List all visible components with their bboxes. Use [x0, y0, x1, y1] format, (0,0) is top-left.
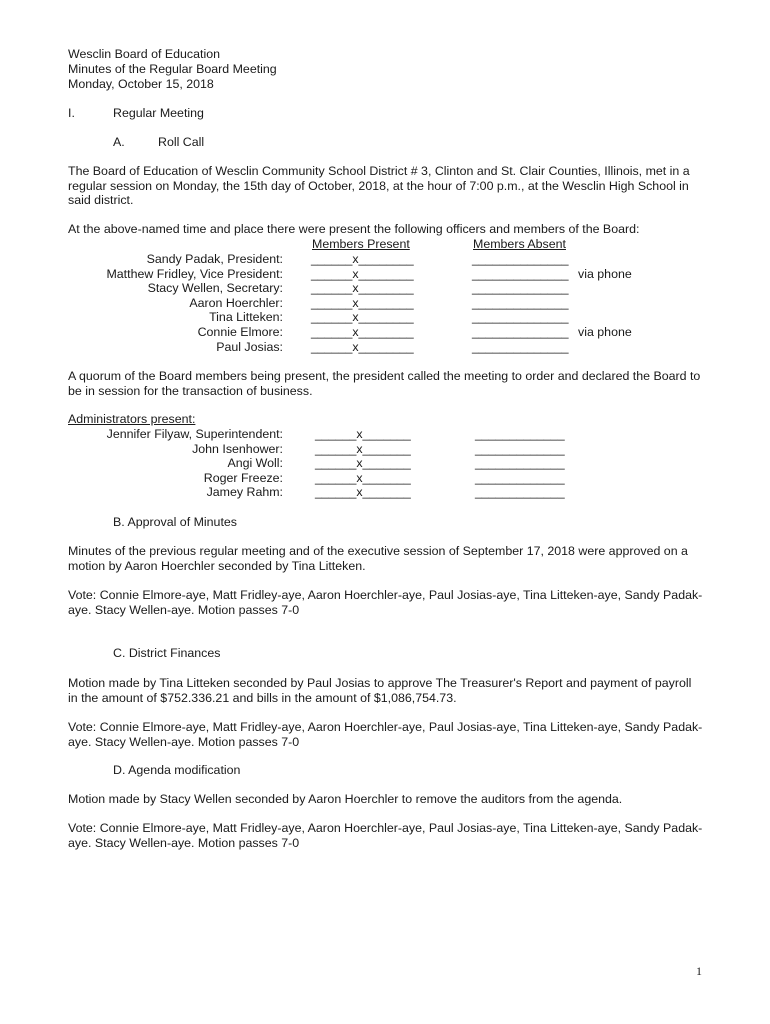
- member-absent-mark: ______________: [472, 266, 569, 281]
- member-present-mark: ______x________: [311, 295, 414, 310]
- section-c-vote: Vote: Connie Elmore-aye, Matt Fridley-aye, Aaron Hoerchler-aye, Paul Josias-aye, Tina Litteken-aye, Sandy Padak-aye. Stacy Wellen-aye. Motion passes 7-0: [68, 720, 703, 749]
- member-absent-mark: ______________: [472, 339, 569, 354]
- member-absent-mark: ______________: [472, 252, 569, 266]
- admin-present-mark: ______x_______: [315, 427, 411, 441]
- member-note: via phone: [578, 266, 632, 281]
- member-name: Sandy Padak, President:: [146, 252, 283, 266]
- section-d-heading: D. Agenda modification: [113, 763, 241, 777]
- member-absent-mark: ______________: [472, 281, 569, 296]
- meeting-date: Monday, October 15, 2018: [68, 77, 214, 91]
- member-present-mark: ______x________: [311, 310, 414, 325]
- admin-name: Jamey Rahm:: [206, 485, 283, 500]
- members-present-header: Members Present: [312, 237, 410, 251]
- section-d-vote: Vote: Connie Elmore-aye, Matt Fridley-aye, Aaron Hoerchler-aye, Paul Josias-aye, Tina Litteken-aye, Sandy Padak-aye. Stacy Wellen-aye. Motion passes 7-0: [68, 821, 703, 850]
- admin-name: John Isenhower:: [192, 441, 283, 456]
- member-name: Paul Josias:: [216, 339, 283, 354]
- member-name: Stacy Wellen, Secretary:: [147, 281, 283, 296]
- org-name: Wesclin Board of Education: [68, 47, 220, 61]
- admin-name: Angi Woll:: [227, 456, 283, 471]
- subsection-letter: A.: [113, 135, 125, 149]
- member-absent-mark: ______________: [472, 295, 569, 310]
- admin-absent-mark: _____________: [475, 441, 565, 456]
- admin-absent-mark: _____________: [475, 427, 565, 441]
- member-name: Aaron Hoerchler:: [189, 295, 283, 310]
- members-absent-header: Members Absent: [473, 237, 566, 251]
- admin-present-mark: ______x_______: [315, 485, 411, 500]
- member-present-mark: ______x________: [311, 252, 414, 266]
- admin-name: Roger Freeze:: [203, 470, 283, 485]
- section-b-vote: Vote: Connie Elmore-aye, Matt Fridley-aye, Aaron Hoerchler-aye, Paul Josias-aye, Tina Litteken-aye, Sandy Padak-aye. Stacy Wellen-aye. Motion passes 7-0: [68, 588, 703, 617]
- member-name: Matthew Fridley, Vice President:: [106, 266, 283, 281]
- subsection-title: Roll Call: [158, 135, 205, 149]
- admin-present-mark: ______x_______: [315, 441, 411, 456]
- member-present-mark: ______x________: [311, 266, 414, 281]
- admin-absent-mark: _____________: [475, 456, 565, 471]
- admin-name: Jennifer Filyaw, Superintendent:: [106, 427, 283, 441]
- present-intro: At the above-named time and place there were present the following officers and members of the Board:: [68, 222, 640, 236]
- document-title: Minutes of the Regular Board Meeting: [68, 62, 277, 76]
- section-b-text: Minutes of the previous regular meeting and of the executive session of September 17, 2018 were approved on a motion by Aaron Hoerchler seconded by Tina Litteken.: [68, 544, 688, 573]
- member-absent-mark: ______________: [472, 310, 569, 325]
- intro-paragraph: The Board of Education of Wesclin Community School District # 3, Clinton and St. Clair Counties, Illinois, met in a regular session on Monday, the 15th day of October, 2018, at the hour of 7:00 p.m., at the Wesclin High School in said district.: [68, 164, 690, 208]
- section-number: I.: [68, 106, 75, 120]
- member-present-mark: ______x________: [311, 325, 414, 339]
- member-present-mark: ______x________: [311, 339, 414, 354]
- section-title: Regular Meeting: [113, 106, 204, 120]
- page-number: 1: [696, 964, 702, 978]
- section-c-heading: C. District Finances: [113, 646, 221, 660]
- admin-absent-mark: _____________: [475, 485, 565, 500]
- admin-present-mark: ______x_______: [315, 470, 411, 485]
- quorum-paragraph: A quorum of the Board members being present, the president called the meeting to order and declared the Board to be in session for the transaction of business.: [68, 369, 701, 398]
- member-note: via phone: [578, 325, 632, 339]
- member-absent-mark: ______________: [472, 325, 569, 339]
- member-name: Tina Litteken:: [209, 310, 283, 325]
- admin-absent-mark: _____________: [475, 470, 565, 485]
- section-d-text: Motion made by Stacy Wellen seconded by Aaron Hoerchler to remove the auditors from the agenda.: [68, 792, 623, 806]
- admin-present-mark: ______x_______: [315, 456, 411, 471]
- section-c-text: Motion made by Tina Litteken seconded by Paul Josias to approve The Treasurer's Report and payment of payroll in the amount of $752.336.21 and bills in the amount of $1,086,754.73.: [68, 676, 692, 705]
- member-present-mark: ______x________: [311, 281, 414, 296]
- member-name: Connie Elmore:: [197, 325, 283, 339]
- section-b-heading: B. Approval of Minutes: [113, 515, 237, 529]
- admin-header: Administrators present:: [68, 412, 196, 426]
